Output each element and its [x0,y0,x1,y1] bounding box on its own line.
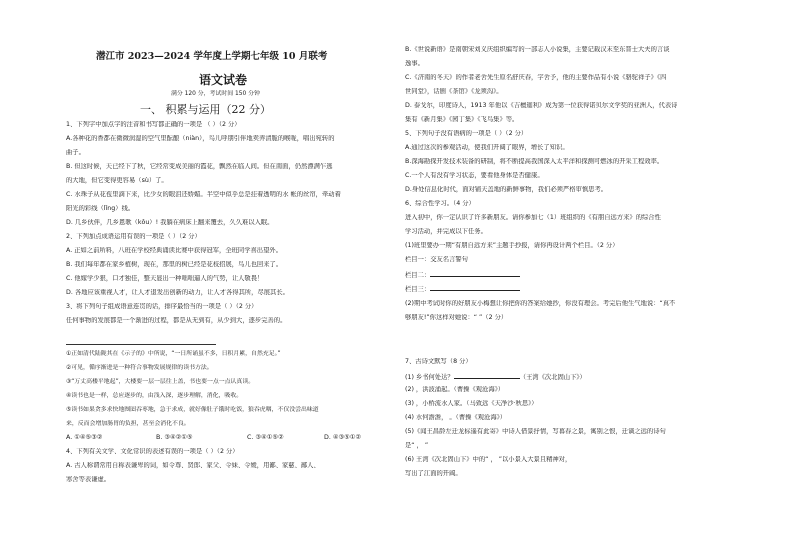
question-line: (6) 王湾《次北固山下》中的“ ， ”以小景入大景且精神对， [405,456,572,463]
question-line: 2、下列加点成语运用有误的一项是（ ）（2 分） [66,233,201,240]
sentence-line: ④读书也是一样，总应逐步的，由浅入深，逐步理解，消化，吸收。 [66,393,243,399]
question-line: 是“ ， ” [405,442,429,449]
question-line: D. 泰戈尔，印度诗人，1913 年他以《吉檀迦利》成为第一位获得诺贝尔文学奖的亚洲人，代表诗 [405,102,678,109]
question-line: C. 他嫁学少狠，口才独佳，整天显出一种咄咄逼人的气势，让人敬畏！ [66,275,264,282]
question-line: A.通过这次的参观活动，使我们开阔了眼界，增长了知识。 [405,144,569,151]
question-line: 任何事物的发展都是一个渐进的过程，都是从无到有，从少到大，逐步完善的。 [66,317,287,324]
question-line: D.身处信息化时代，面对铺天盖地的新鲜事物，我们必须严格审慎思考。 [405,186,608,193]
question-line: 3、将下列句子组成语意连贯的话，排序最恰当的一项是（ ）（2 分） [66,303,258,310]
sentence-line: ②可见，循序渐进是一种符合事物发展规律的读书方法。 [66,365,213,371]
question-line: 学习活动，并完成以下任务。 [405,228,487,235]
option-a: A. ①④⑤③② [66,434,103,441]
column-two-field[interactable] [405,270,520,280]
option-d: D. ④③⑤①② [324,434,362,441]
column-three-field[interactable] [405,284,520,294]
exam-title: 潜江市 2023—2024 学年度上学期七年级 10 月联考 [96,51,328,62]
question-line: (5)《闻王昌龄左迁龙标遥有此寄》中诗人借景抒情，写暮春之景，寓别之恨，迁谪之远的诗句 [405,428,666,435]
question-line: D. 各地应该重视人才，让人才退发出创新的动力，让人才各得其所，尽展其长。 [66,289,289,296]
question-line: C. 水珠子从花苞里滴下来，比少女的眼泪还娇媚。半空中似乎总是挂着透明的水 帐的丝帘，牵动着 [66,191,341,198]
answer-blank[interactable] [430,284,520,291]
question-line: 7、古诗文默写（8 分） [405,358,472,365]
question-line: 1、下列字中加点字的注音和书写都正确的一项是 （ ）（2 分） [66,121,241,128]
question-line: 集有《新月集》《园丁集》《飞鸟集》等。 [405,116,519,123]
question-line: B. 我们每年都在家乡植树，现在，那里的树已经是花枝招展，鸟儿也回来了。 [66,261,283,268]
question-line: B. 但这时候，天已经下了秋，它经常变成美丽的霞花，飘然在临人间。但在南面，仍然漂满乍逃 [66,163,333,170]
right-column [405,0,745,550]
question-line: A.各种花的香都在微微润湿的空气里酝酿（niàn），鸟儿呼朋引伴地卖弄清脆的喉咙，唱出宛转的 [66,135,335,142]
question-line: 4、下列有关文学、文化常识的表述有误的一项是（ ）（2 分） [66,448,239,455]
question-line: A. 古人称谓常用自称表谦卑的词，如令尊、贤郎、家父、令妹、令嫒，用鄙、家慈、鄙人、 [66,462,320,469]
sentence-line: ①正如清代陆陇其在《示子的》中所说，“一日所诵虽不多，日积月累，自然充足。” [66,351,281,357]
question-line: D. 几乡伙伴，几乡恩歌（kǒu）! 我躺在病床上翻来覆去，久久难以入眠。 [66,219,274,226]
question-line: 阳光的彩线（lǐng）线。 [66,205,135,212]
question-line: 写出了江面的开阔。 [405,470,462,477]
question-line: (2) ，洪波涌起。（曹操《观沧海》） [405,386,505,393]
question-line: 够朋友!”你这样对她说：“ ”（2 分） [405,314,508,321]
exam-subtitle: 语文试卷 [199,73,248,87]
question-line: 曲子。 [66,149,85,156]
question-line: (1) 乡书何处达？ （王湾《次北固山下》） [405,374,586,381]
question-line: 6、综合性学习。（4 分） [405,200,475,207]
question-line: B.《世说新语》是南朝宋刘义庆组织编写的一部志人小说集，主要记载汉末至东晋士大夫的言谈 [405,46,670,53]
poem-source: （王湾《次北固山下》） [519,374,586,381]
answer-blank[interactable] [454,372,520,379]
question-line: C.一个人有没有学习状态，要看他身体是否健康。 [405,172,544,179]
exam-meta: 满分 120 分，考试时间 150 分钟 [171,91,260,97]
question-line: B.深海勘探开发技术装备的研制，将不断提高我国深入太平洋和探测可燃冰的开采工程效率。 [405,158,664,165]
sentence-line: ③“万丈高楼平地起”，大楼要一层一层往上盖，书也要一点一点认真读。 [66,379,255,385]
option-c: C. ③④①⑤② [247,434,284,441]
sentence-line: 来，反而会增加肠胃的负担，甚至会消化不良。 [66,421,190,427]
question-line: 5、下列句子没有语病的一项是（ ）（2 分） [405,130,528,137]
question-line: C.《济南的冬天》的作者老舍先生原名舒庆春，字舍予，他的主要作品有小说《骆驼祥子》《四 [405,74,667,81]
question-line: 寒舍等表谦虚。 [66,476,111,483]
question-line: (3) ，小桥流水人家。（马致远《天净沙·秋思》） [405,400,538,407]
question-line: 逸事。 [405,60,424,67]
question-line: 进入初中，你一定认识了许多新朋友。请你参加七（1）班组织的《有朋自远方来》的综合性 [405,214,661,221]
section-heading: 一、 积累与运用（22 分） [140,103,271,116]
question-line: 栏目一：交友名言警句 [405,256,468,263]
question-line: (4) 水何澹澹， 。（曹操《观沧海》） [405,414,507,421]
question-line: 的大地，但它变得更容易（sù）了。 [66,177,168,184]
question-line: 世同堂》，话剧《茶馆》《龙须沟》。 [405,88,503,95]
question-line: A. 正如之前所料，八班在学校经典诵读比赛中获得冠军，全班同学喜出望外。 [66,247,282,254]
question-line: (1)班里要办一期“有朋自远方来”主题手抄报，请你再设计两个栏目。（2 分） [405,242,619,249]
sentence-line: ⑤读书如果贪多求快地囫囵吞枣地，急于求成，就好像肚子饿时吃饭，狼吞虎咽，不仅没尝出味道 [66,407,319,413]
column-two-label: 栏目二： [405,272,431,279]
divider [66,344,216,345]
option-b: B. ③④②①⑤ [156,434,193,441]
column-three-label: 栏目三： [405,286,431,293]
question-line: (2)期中考试时你的好朋友小梅想让你把你的答案给她抄，你没有理会。考完后他生气地说：“真不 [405,300,676,307]
left-column [66,0,396,550]
answer-blank[interactable] [430,270,520,277]
